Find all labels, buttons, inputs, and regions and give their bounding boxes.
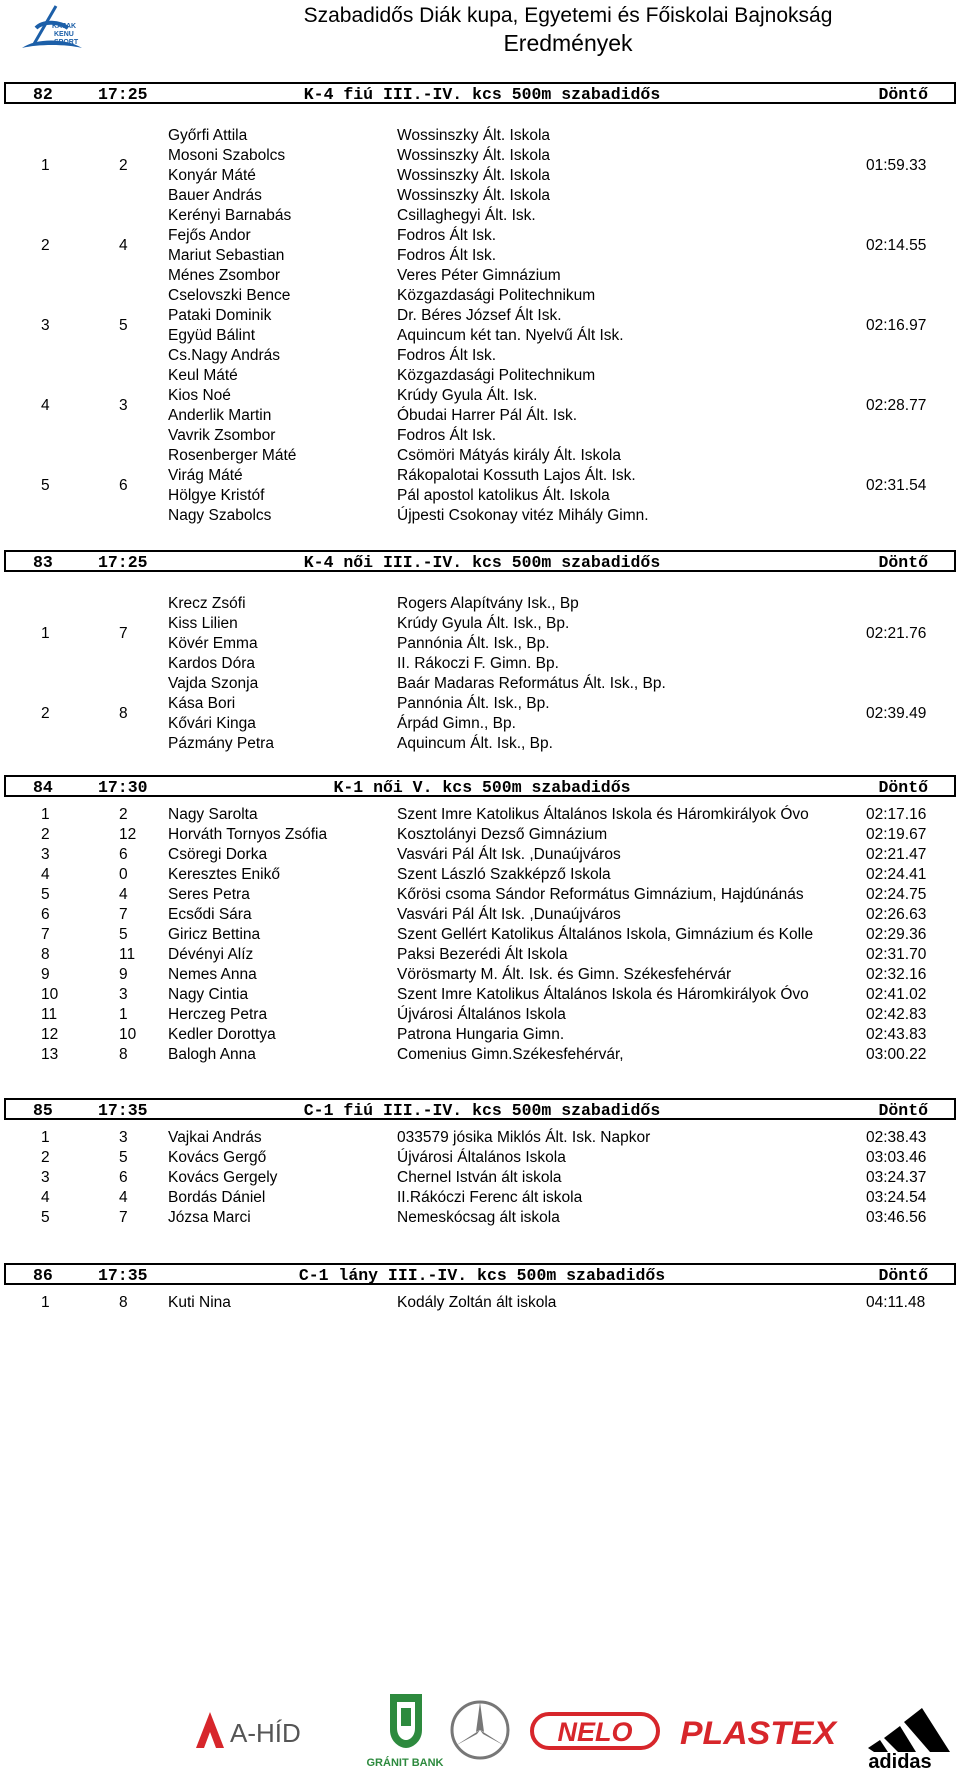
athlete-name: Kovács Gergely (168, 1169, 278, 1186)
result-time: 02:43.83 (866, 1026, 927, 1043)
crew-member-club: Pannónia Ált. Isk., Bp. (397, 635, 550, 652)
crew-member-club: Fodros Ált Isk. (397, 227, 497, 244)
crew-member-club: Veres Péter Gimnázium (397, 267, 561, 284)
athlete-club: Újvárosi Általános Iskola (397, 1149, 566, 1166)
svg-text:GRÁNIT BANK: GRÁNIT BANK (366, 1757, 444, 1769)
result-time: 02:39.49 (866, 705, 927, 722)
athlete-name: Csöregi Dorka (168, 846, 268, 863)
mercedes-logo (445, 1690, 515, 1770)
race-start-time: 17:30 (98, 778, 148, 797)
result-lane: 1 (119, 1006, 128, 1023)
crew-member-name: Ménes Zsombor (168, 267, 280, 284)
crew-member-name: Konyár Máté (168, 167, 256, 184)
granit-bank-logo (360, 1690, 450, 1770)
result-rank: 3 (41, 1169, 50, 1186)
result-rank: 4 (41, 1189, 50, 1206)
result-lane: 0 (119, 866, 128, 883)
result-time: 02:17.16 (866, 806, 927, 823)
page-title: Szabadidős Diák kupa, Egyetemi és Főiskolai Bajnokság (303, 4, 833, 27)
crew-member-club: Wossinszky Ált. Iskola (397, 127, 551, 144)
athlete-club: II.Rákóczi Ferenc ált iskola (397, 1189, 583, 1206)
svg-text:SPORT: SPORT (54, 39, 79, 46)
result-rank: 13 (41, 1046, 59, 1063)
athlete-name: Nemes Anna (168, 966, 257, 983)
athlete-name: Vajkai András (168, 1129, 262, 1146)
crew-member-name: Vajda Szonja (168, 675, 259, 692)
athlete-name: Dévényi Alíz (168, 946, 254, 963)
result-lane: 2 (119, 157, 128, 174)
athlete-name: Kedler Dorottya (168, 1026, 276, 1043)
athlete-club: Újvárosi Általános Iskola (397, 1006, 566, 1023)
crew-member-club: Árpád Gimn., Bp. (397, 715, 516, 732)
athlete-club: Vasvári Pál Ált Isk. ,Dunaújváros (397, 906, 621, 923)
result-time: 02:42.83 (866, 1006, 927, 1023)
athlete-club: Nemeskócsag ált iskola (397, 1209, 560, 1226)
athlete-name: Horváth Tornyos Zsófia (168, 826, 328, 843)
crew-member-name: Mosoni Szabolcs (168, 147, 286, 164)
athlete-club: Szent Imre Katolikus Általános Iskola és Háromkirályok Óvo (397, 986, 809, 1003)
athlete-club: Kosztolányi Dezső Gimnázium (397, 826, 608, 843)
race-header-bar (4, 550, 956, 572)
crew-member-club: Csömöri Mátyás király Ált. Iskola (397, 447, 621, 464)
race-start-time: 17:35 (98, 1101, 148, 1120)
result-rank: 1 (41, 806, 50, 823)
result-time: 02:31.70 (866, 946, 927, 963)
athlete-club: Szent Imre Katolikus Általános Iskola és Háromkirályok Óvo (397, 806, 809, 823)
svg-text:KAJAK: KAJAK (52, 23, 77, 30)
result-lane: 5 (119, 926, 128, 943)
result-time: 02:24.75 (866, 886, 927, 903)
result-rank: 1 (41, 157, 50, 174)
crew-member-club: Wossinszky Ált. Iskola (397, 187, 551, 204)
athlete-club: Vasvári Pál Ált Isk. ,Dunaújváros (397, 846, 621, 863)
result-time: 04:11.48 (866, 1294, 926, 1311)
result-rank: 2 (41, 1149, 50, 1166)
result-time: 02:28.77 (866, 397, 927, 414)
crew-member-name: Bauer András (168, 187, 262, 204)
result-rank: 6 (41, 906, 50, 923)
result-lane: 6 (119, 1169, 128, 1186)
result-time: 01:59.33 (866, 157, 927, 174)
crew-member-club: Krúdy Gyula Ált. Isk. (397, 387, 538, 404)
crew-member-club: Közgazdasági Politechnikum (397, 287, 596, 304)
a-hid-logo (190, 1690, 320, 1770)
athlete-name: Ecsődi Sára (168, 906, 252, 923)
race-phase: Döntő (878, 553, 928, 572)
result-lane: 7 (119, 1209, 128, 1226)
nelo-logo (530, 1690, 660, 1770)
result-time: 02:16.97 (866, 317, 927, 334)
result-rank: 5 (41, 477, 50, 494)
race-description: C-1 lány III.-IV. kcs 500m szabadidős (298, 1266, 666, 1285)
crew-member-name: Rosenberger Máté (168, 447, 297, 464)
result-time: 03:03.46 (866, 1149, 927, 1166)
race-phase: Döntő (878, 778, 928, 797)
crew-member-name: Hölgye Kristóf (168, 487, 265, 504)
race-header-bar (4, 1263, 956, 1285)
race-start-time: 17:25 (98, 553, 148, 572)
adidas-logo (850, 1690, 950, 1770)
crew-member-name: Kővári Kinga (168, 715, 256, 732)
race-number: 86 (33, 1266, 53, 1285)
athlete-name: Balogh Anna (168, 1046, 256, 1063)
crew-member-name: Győrfi Attila (168, 127, 248, 144)
race-start-time: 17:25 (98, 85, 148, 104)
crew-member-name: Vavrik Zsombor (168, 427, 276, 444)
result-rank: 5 (41, 1209, 50, 1226)
plastex-logo (680, 1690, 840, 1770)
crew-member-name: Pataki Dominik (168, 307, 272, 324)
result-lane: 7 (119, 906, 128, 923)
athlete-club: Szent László Szakképző Iskola (397, 866, 611, 883)
crew-member-name: Pázmány Petra (168, 735, 274, 752)
result-lane: 11 (119, 946, 136, 963)
result-rank: 5 (41, 886, 50, 903)
athlete-name: Kuti Nina (168, 1294, 231, 1311)
result-lane: 5 (119, 317, 128, 334)
race-phase: Döntő (878, 1101, 928, 1120)
result-lane: 6 (119, 846, 128, 863)
crew-member-name: Kiss Lilien (168, 615, 238, 632)
athlete-name: Keresztes Enikő (168, 866, 280, 883)
result-lane: 8 (119, 1294, 128, 1311)
race-start-time: 17:35 (98, 1266, 148, 1285)
crew-member-name: Nagy Szabolcs (168, 507, 272, 524)
result-time: 02:31.54 (866, 477, 927, 494)
athlete-name: Nagy Cintia (168, 986, 249, 1003)
race-phase: Döntő (878, 85, 928, 104)
athlete-name: Seres Petra (168, 886, 250, 903)
svg-text:NELO: NELO (557, 1717, 633, 1747)
crew-member-club: Aquincum két tan. Nyelvű Ált Isk. (397, 327, 624, 344)
result-lane: 6 (119, 477, 128, 494)
result-lane: 4 (119, 886, 128, 903)
race-number: 83 (33, 553, 53, 572)
athlete-club: Szent Gellért Katolikus Általános Iskola, Gimnázium és Kolle (397, 926, 814, 943)
result-rank: 2 (41, 826, 50, 843)
result-rank: 4 (41, 866, 50, 883)
crew-member-club: Baár Madaras Református Ált. Isk., Bp. (397, 675, 666, 692)
result-time: 02:29.36 (866, 926, 927, 943)
result-lane: 7 (119, 625, 128, 642)
result-rank: 4 (41, 397, 50, 414)
athlete-name: Herczeg Petra (168, 1006, 268, 1023)
crew-member-club: Wossinszky Ált. Iskola (397, 147, 551, 164)
athlete-club: 033579 jósika Miklós Ált. Isk. Napkor (397, 1129, 651, 1146)
result-time: 03:24.37 (866, 1169, 927, 1186)
result-rank: 3 (41, 846, 50, 863)
athlete-club: Comenius Gimn.Székesfehérvár, (397, 1046, 624, 1063)
crew-member-club: Dr. Béres József Ált Isk. (397, 307, 562, 324)
result-time: 02:21.76 (866, 625, 927, 642)
athlete-name: Giricz Bettina (168, 926, 261, 943)
result-rank: 2 (41, 237, 50, 254)
result-lane: 4 (119, 1189, 128, 1206)
athlete-name: Nagy Sarolta (168, 806, 258, 823)
race-description: K-4 női III.-IV. kcs 500m szabadidős (303, 553, 661, 572)
crew-member-club: Újpesti Csokonay vitéz Mihály Gimn. (397, 507, 649, 524)
result-time: 02:41.02 (866, 986, 927, 1003)
result-rank: 12 (41, 1026, 59, 1043)
crew-member-club: Pál apostol katolikus Ált. Iskola (397, 487, 610, 504)
page-subtitle: Eredmények (503, 30, 633, 56)
result-lane: 10 (119, 1026, 137, 1043)
result-lane: 12 (119, 826, 137, 843)
svg-text:adidas: adidas (868, 1751, 932, 1770)
result-time: 02:38.43 (866, 1129, 927, 1146)
result-time: 02:32.16 (866, 966, 927, 983)
result-time: 03:00.22 (866, 1046, 927, 1063)
result-lane: 3 (119, 397, 128, 414)
crew-member-club: Pannónia Ált. Isk., Bp. (397, 695, 550, 712)
result-time: 03:24.54 (866, 1189, 927, 1206)
result-rank: 1 (41, 1294, 50, 1311)
result-lane: 3 (119, 986, 128, 1003)
race-number: 85 (33, 1101, 53, 1120)
crew-member-club: Fodros Ált Isk. (397, 247, 497, 264)
crew-member-club: Óbudai Harrer Pál Ált. Isk. (397, 407, 578, 424)
result-rank: 11 (41, 1006, 58, 1023)
result-time: 02:19.67 (866, 826, 927, 843)
crew-member-name: Anderlik Martin (168, 407, 272, 424)
result-rank: 10 (41, 986, 59, 1003)
result-rank: 2 (41, 705, 50, 722)
race-description: K-1 női V. kcs 500m szabadidős (333, 778, 631, 797)
crew-member-name: Kios Noé (168, 387, 231, 404)
athlete-club: Patrona Hungaria Gimn. (397, 1026, 565, 1043)
result-lane: 3 (119, 1129, 128, 1146)
result-rank: 7 (41, 926, 50, 943)
athlete-club: Paksi Bezerédi Ált Iskola (397, 946, 568, 963)
result-rank: 1 (41, 1129, 50, 1146)
crew-member-name: Cselovszki Bence (168, 287, 291, 304)
result-time: 02:14.55 (866, 237, 927, 254)
result-time: 02:21.47 (866, 846, 927, 863)
crew-member-name: Mariut Sebastian (168, 247, 285, 264)
crew-member-name: Fejős Andor (168, 227, 251, 244)
result-rank: 1 (41, 625, 50, 642)
result-time: 02:24.41 (866, 866, 927, 883)
crew-member-club: Aquincum Ált. Isk., Bp. (397, 735, 553, 752)
crew-member-name: Krecz Zsófi (168, 595, 246, 612)
result-lane: 8 (119, 1046, 128, 1063)
crew-member-club: II. Rákoczi F. Gimn. Bp. (397, 655, 559, 672)
race-phase: Döntő (878, 1266, 928, 1285)
race-number: 84 (33, 778, 53, 797)
crew-member-name: Kardos Dóra (168, 655, 256, 672)
svg-text:A-HÍD: A-HÍD (230, 1718, 301, 1748)
crew-member-name: Kövér Emma (168, 635, 258, 652)
athlete-name: Józsa Marci (168, 1209, 251, 1226)
crew-member-name: Kása Bori (168, 695, 236, 712)
result-rank: 8 (41, 946, 50, 963)
result-time: 03:46.56 (866, 1209, 927, 1226)
athlete-club: Vörösmarty M. Ált. Isk. és Gimn. Székesfehérvár (397, 966, 732, 983)
crew-member-club: Rákopalotai Kossuth Lajos Ált. Isk. (397, 467, 636, 484)
athlete-club: Chernel István ált iskola (397, 1169, 562, 1186)
result-lane: 2 (119, 806, 128, 823)
race-description: C-1 fiú III.-IV. kcs 500m szabadidős (303, 1101, 661, 1120)
race-header-bar (4, 1098, 956, 1120)
race-header-bar (4, 775, 956, 797)
crew-member-club: Krúdy Gyula Ált. Isk., Bp. (397, 615, 570, 632)
result-lane: 5 (119, 1149, 128, 1166)
athlete-club: Kőrösi csoma Sándor Református Gimnázium, Hajdúnánás (397, 886, 804, 903)
result-lane: 4 (119, 237, 128, 254)
result-lane: 9 (119, 966, 128, 983)
crew-member-name: Virág Máté (168, 467, 243, 484)
result-rank: 9 (41, 966, 50, 983)
race-header-bar (4, 82, 956, 104)
crew-member-name: Együd Bálint (168, 327, 256, 344)
crew-member-name: Keul Máté (168, 367, 238, 384)
crew-member-club: Rogers Alapítvány Isk., Bp (397, 595, 579, 612)
crew-member-name: Cs.Nagy András (168, 347, 280, 364)
result-lane: 8 (119, 705, 128, 722)
race-description: K-4 fiú III.-IV. kcs 500m szabadidős (303, 85, 661, 104)
svg-text:KENU: KENU (54, 31, 74, 38)
crew-member-name: Kerényi Barnabás (168, 207, 292, 224)
crew-member-club: Közgazdasági Politechnikum (397, 367, 596, 384)
crew-member-club: Fodros Ált Isk. (397, 347, 497, 364)
result-rank: 3 (41, 317, 50, 334)
crew-member-club: Csillaghegyi Ált. Isk. (397, 207, 536, 224)
athlete-name: Bordás Dániel (168, 1189, 266, 1206)
athlete-club: Kodály Zoltán ált iskola (397, 1294, 557, 1311)
athlete-name: Kovács Gergő (168, 1149, 267, 1166)
race-number: 82 (33, 85, 53, 104)
crew-member-club: Wossinszky Ált. Iskola (397, 167, 551, 184)
result-time: 02:26.63 (866, 906, 927, 923)
crew-member-club: Fodros Ált Isk. (397, 427, 497, 444)
svg-text:PLASTEX: PLASTEX (680, 1715, 838, 1751)
